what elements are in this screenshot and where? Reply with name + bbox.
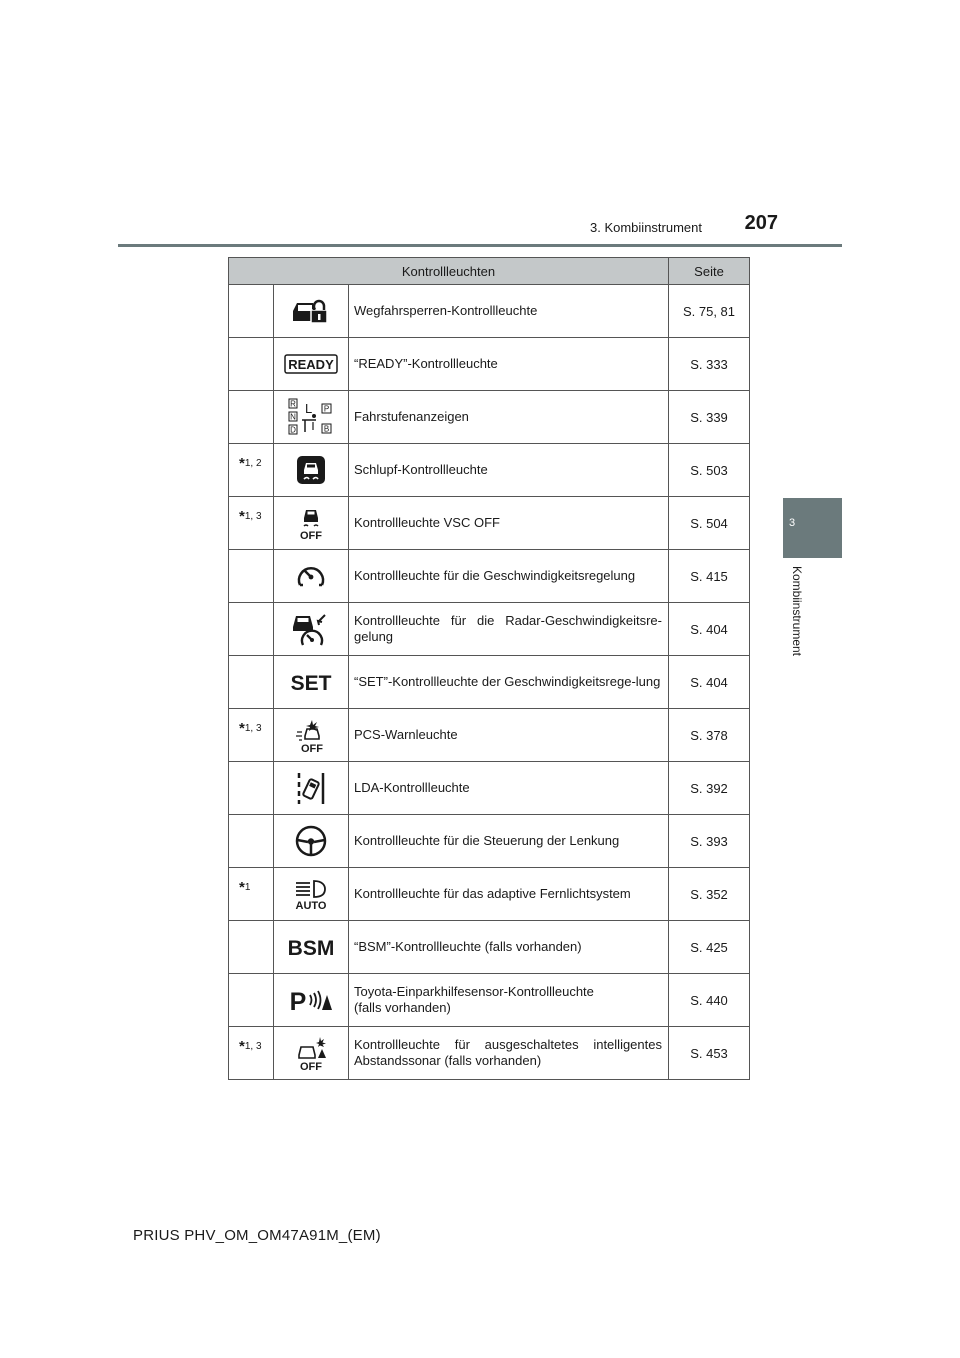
slip-icon <box>274 444 349 497</box>
auto-high-beam-icon <box>274 868 349 921</box>
footnote-mark-cell <box>229 338 274 391</box>
pcs-warning-icon <box>274 709 349 762</box>
page-reference: S. 393 <box>669 815 750 868</box>
light-name: Fahrstufenanzeigen <box>349 391 669 444</box>
footnote-ref: 1, 3 <box>244 1041 262 1052</box>
page-reference: S. 425 <box>669 921 750 974</box>
chapter-number: 3 <box>789 517 796 529</box>
ics-off-icon <box>274 1027 349 1080</box>
light-name: Kontrollleuchte für ausgeschaltetes intelligentes Abstandssonar (falls vorhanden) <box>349 1027 669 1080</box>
light-name: PCS-Warnleuchte <box>349 709 669 762</box>
svg-text:READY: READY <box>288 357 334 372</box>
cruise-control-icon <box>274 550 349 603</box>
svg-text:D: D <box>290 425 296 435</box>
chapter-label: Kombiinstrument <box>790 565 804 657</box>
footnote-mark-cell <box>229 497 274 550</box>
footnote-mark-cell <box>229 444 274 497</box>
light-name: Toyota-Einparkhilfesensor-Kontrollleuchte (falls vorhanden) <box>349 974 669 1027</box>
footnote-mark-cell <box>229 391 274 444</box>
light-name: Kontrollleuchte für das adaptive Fernlichtsystem <box>349 868 669 921</box>
footnote-mark <box>239 508 262 525</box>
asterisk-icon: * <box>239 879 245 896</box>
page-reference: S. 415 <box>669 550 750 603</box>
footnote-mark-cell <box>229 815 274 868</box>
table-row <box>229 868 750 921</box>
svg-text:R: R <box>290 399 296 409</box>
header-lights: Kontrollleuchten <box>229 258 669 285</box>
table-row <box>229 391 750 444</box>
footnote-mark-cell <box>229 1027 274 1080</box>
svg-text:OFF: OFF <box>300 530 322 541</box>
page-reference: S. 503 <box>669 444 750 497</box>
light-name: Kontrollleuchte für die Radar-Geschwindigkeitsre-gelung <box>349 603 669 656</box>
table-row <box>229 1027 750 1080</box>
page-reference: S. 404 <box>669 656 750 709</box>
asterisk-icon: * <box>239 508 245 525</box>
light-name: “SET”-Kontrollleuchte der Geschwindigkeitsrege-lung <box>349 656 669 709</box>
footnote-mark-cell <box>229 709 274 762</box>
light-name: Wegfahrsperren-Kontrollleuchte <box>349 285 669 338</box>
immobilizer-icon <box>274 285 349 338</box>
vsc-off-icon <box>274 497 349 550</box>
footnote-mark-cell <box>229 656 274 709</box>
set-icon <box>274 656 349 709</box>
svg-text:OFF: OFF <box>300 1061 322 1071</box>
light-name: Kontrollleuchte für die Geschwindigkeitsregelung <box>349 550 669 603</box>
asterisk-icon: * <box>239 1038 245 1055</box>
table-row <box>229 656 750 709</box>
footnote-ref: 1 <box>244 882 251 893</box>
header-rule <box>118 244 842 247</box>
table-row <box>229 921 750 974</box>
header-page: Seite <box>669 258 750 285</box>
svg-text:SET: SET <box>290 672 332 694</box>
footnote-mark <box>239 879 250 896</box>
page-reference: S. 339 <box>669 391 750 444</box>
footnote-mark-cell <box>229 285 274 338</box>
footnote-ref: 1, 2 <box>244 458 262 469</box>
indicator-table <box>228 257 750 1080</box>
footnote-ref: 1, 3 <box>244 511 262 522</box>
page-reference: S. 440 <box>669 974 750 1027</box>
table-row <box>229 285 750 338</box>
table-row <box>229 550 750 603</box>
footnote-mark <box>239 720 262 737</box>
radar-cruise-icon <box>274 603 349 656</box>
table-body <box>229 285 750 1080</box>
steering-icon <box>274 815 349 868</box>
footnote-mark-cell <box>229 762 274 815</box>
page-reference: S. 392 <box>669 762 750 815</box>
table-row <box>229 815 750 868</box>
page-reference: S. 75, 81 <box>669 285 750 338</box>
page-reference: S. 404 <box>669 603 750 656</box>
footnote-mark <box>239 455 262 472</box>
footnote-mark-cell <box>229 974 274 1027</box>
shift-position-icon <box>274 391 349 444</box>
light-name: Schlupf-Kontrollleuchte <box>349 444 669 497</box>
footnote-mark-cell <box>229 603 274 656</box>
footnote-mark-cell <box>229 921 274 974</box>
svg-text:P: P <box>323 404 330 414</box>
table-row <box>229 974 750 1027</box>
bsm-icon <box>274 921 349 974</box>
table-row <box>229 762 750 815</box>
svg-text:N: N <box>290 412 296 422</box>
footnote-mark-cell <box>229 550 274 603</box>
table-row <box>229 338 750 391</box>
table-row <box>229 603 750 656</box>
page-reference: S. 378 <box>669 709 750 762</box>
footnote-ref: 1, 3 <box>244 723 262 734</box>
light-name: Kontrollleuchte VSC OFF <box>349 497 669 550</box>
document-footer: PRIUS PHV_OM_OM47A91M_(EM) <box>133 1227 381 1244</box>
page-number: 207 <box>744 212 778 234</box>
svg-text:OFF: OFF <box>301 743 323 753</box>
table-row <box>229 709 750 762</box>
page-reference: S. 352 <box>669 868 750 921</box>
lda-icon <box>274 762 349 815</box>
section-title: 3. Kombiinstrument <box>590 220 702 235</box>
page-reference: S. 333 <box>669 338 750 391</box>
footnote-mark-cell <box>229 868 274 921</box>
table-row <box>229 497 750 550</box>
light-name: “BSM”-Kontrollleuchte (falls vorhanden) <box>349 921 669 974</box>
asterisk-icon: * <box>239 720 245 737</box>
light-name: “READY”-Kontrollleuchte <box>349 338 669 391</box>
svg-text:B: B <box>323 424 330 434</box>
page-reference: S. 453 <box>669 1027 750 1080</box>
ready-icon <box>274 338 349 391</box>
table-row <box>229 444 750 497</box>
asterisk-icon: * <box>239 455 245 472</box>
light-name: Kontrollleuchte für die Steuerung der Lenkung <box>349 815 669 868</box>
svg-text:L: L <box>305 401 313 416</box>
table-header-row <box>229 258 750 285</box>
svg-text:AUTO: AUTO <box>295 900 327 911</box>
footnote-mark <box>239 1038 262 1055</box>
svg-text:BSM: BSM <box>287 937 335 959</box>
parking-sensor-icon <box>274 974 349 1027</box>
svg-text:P: P <box>289 988 307 1014</box>
page-reference: S. 504 <box>669 497 750 550</box>
light-name: LDA-Kontrollleuchte <box>349 762 669 815</box>
